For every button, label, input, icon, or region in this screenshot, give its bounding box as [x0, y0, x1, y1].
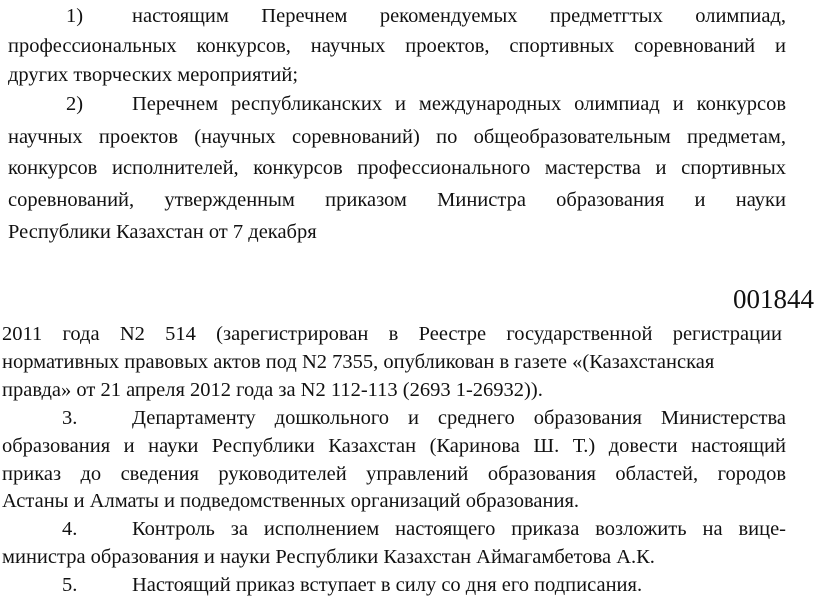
item-number: 1)	[66, 5, 84, 27]
text-line: конкурсов исполнителей, конкурсов профессионального мастерства и спортивных	[8, 157, 786, 179]
text-line: Республики Казахстан от 7 декабря	[8, 221, 317, 243]
text-line: профессиональных конкурсов, научных проектов, спортивных соревнований и	[8, 35, 786, 57]
text-line: министра образования и науки Республики Казахстан Аймагамбетова А.К.	[2, 546, 655, 568]
text-line: Настоящий приказ вступает в силу со дня его подписания.	[132, 574, 643, 596]
text-line: соревнований, утвержденным приказом Министра образования и науки	[8, 189, 786, 211]
text-line: Контроль за исполнением настоящего приказа возложить на вице-	[132, 518, 786, 540]
text-line: Департаменту дошкольного и среднего образования Министерства	[132, 407, 786, 429]
text-line: приказ до сведения руководителей управлений образования областей, городов	[2, 463, 786, 485]
text-line: других творческих мероприятий;	[8, 64, 299, 86]
text-line: нормативных правовых актов под N2 7355, опубликован в газете «(Казахстанская	[2, 351, 715, 373]
text-line: Астаны и Алматы и подведомственных организаций образования.	[2, 490, 580, 512]
text-line: 2011 года N2 514 (зарегистрирован в Реестре государственной регистрации	[2, 323, 782, 345]
text-line: Перечнем республиканских и международных олимпиад и конкурсов	[132, 93, 786, 115]
item-number: 5.	[62, 574, 78, 596]
item-number: 4.	[62, 518, 78, 540]
item-number: 3.	[62, 407, 78, 429]
text-line: образования и науки Республики Казахстан (Каринова Ш. Т.) довести настоящий	[2, 435, 786, 457]
text-line: правда» от 21 апреля 2012 года за N2 112-113 (2693 1-26932)).	[2, 379, 543, 401]
item-number: 2)	[66, 93, 84, 115]
text-line: настоящим Перечнем рекомендуемых предметгтых олимпиад,	[132, 5, 786, 27]
page-number: 001844	[733, 284, 814, 314]
text-line: научных проектов (научных соревнований) по общеобразовательным предметам,	[8, 126, 786, 148]
